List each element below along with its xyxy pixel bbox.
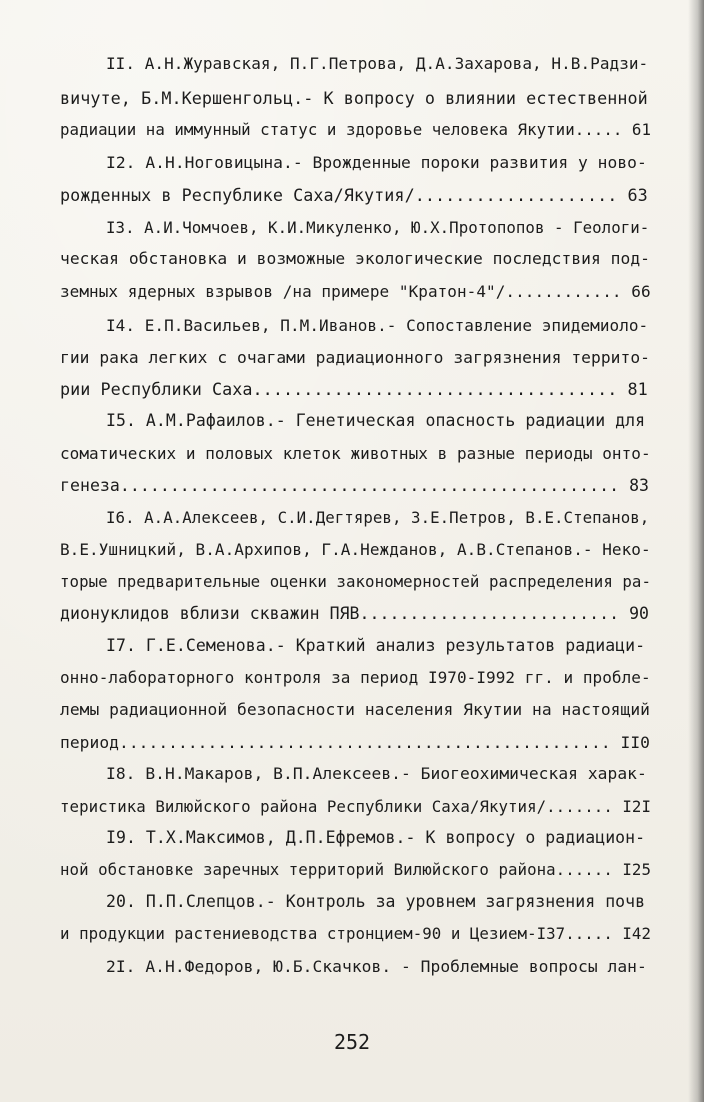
entry-14-line-2: гии рака легких с очагами радиационного загрязнения террито- [60,348,650,367]
page-number: 252 [333,1030,371,1054]
entry-17-line-1: I7. Г.Е.Семенова.- Краткий анализ результатов радиаци- [106,636,646,655]
entry-11-line-3: радиации на иммунный статус и здоровье человека Якутии..... 61 [60,120,652,139]
entry-15-line-2: соматических и половых клеток животных в разные периоды онто- [60,444,651,463]
entry-21-line-1: 2I. А.Н.Федоров, Ю.Б.Скачков. - Проблемные вопросы лан- [106,957,647,976]
entry-11-line-2: вичуте, Б.М.Кершенгольц.- К вопросу о влиянии естественной [60,88,648,108]
entry-17-line-4: период.................................................. II0 [60,733,650,752]
entry-15-line-1: I5. А.М.Рафаилов.- Генетическая опасность радиации для [106,411,646,430]
entry-13-line-1: I3. А.И.Чомчоев, К.И.Микуленко, Ю.Х.Протопопов - Геологи- [106,218,650,237]
page-edge-shadow [688,0,704,1102]
entry-19-line-2: ной обстановке заречных территорий Вилюйского района...... I25 [60,860,652,879]
entry-14-line-1: I4. Е.П.Васильев, П.М.Иванов.- Сопоставление эпидемиоло- [106,316,649,335]
entry-19-line-1: I9. Т.Х.Максимов, Д.П.Ефремов.- К вопросу о радиацион- [106,828,646,847]
entry-12-line-1: I2. А.Н.Ноговицына.- Врожденные пороки развития у ново- [106,153,647,172]
entry-16-line-1: I6. А.А.Алексеев, С.И.Дегтярев, З.Е.Петров, В.Е.Степанов, [106,508,650,527]
entry-13-line-2: ческая обстановка и возможные экологические последствия под- [60,249,650,268]
entry-16-line-2: В.Е.Ушницкий, В.А.Архипов, Г.А.Нежданов, А.В.Степанов.- Неко- [60,540,651,559]
entry-16-line-4: дионуклидов вблизи скважин ПЯВ.......................... 90 [60,604,650,623]
entry-13-line-3: земных ядерных взрывов /на примере "Кратон-4"/............ 66 [60,282,651,301]
entry-17-line-3: лемы радиационной безопасности населения Якутии на настоящий [60,700,650,719]
entry-12-line-2: рожденных в Республике Саха/Якутия/.................... 63 [60,185,648,205]
entry-18-line-1: I8. В.Н.Макаров, В.П.Алексеев.- Биогеохимическая харак- [106,764,647,783]
entry-20-line-1: 20. П.П.Слепцов.- Контроль за уровнем загрязнения почв [106,892,646,911]
entry-20-line-2: и продукции растениеводства стронцием-90 и Цезием-I37..... I42 [60,924,652,943]
entry-16-line-3: торые предварительные оценки закономерностей распределения ра- [60,572,652,591]
entry-17-line-2: онно-лабораторного контроля за период I970-I992 гг. и пробле- [60,668,651,687]
entry-14-line-3: рии Республики Саха.................................... 81 [60,379,648,399]
entry-18-line-2: теристика Вилюйского района Республики Саха/Якутия/....... I2I [60,797,652,816]
entry-11-line-1: II. А.Н.Журавская, П.Г.Петрова, Д.А.Захарова, Н.В.Радзи- [106,54,649,73]
entry-15-line-3: генеза.................................................. 83 [60,476,650,495]
